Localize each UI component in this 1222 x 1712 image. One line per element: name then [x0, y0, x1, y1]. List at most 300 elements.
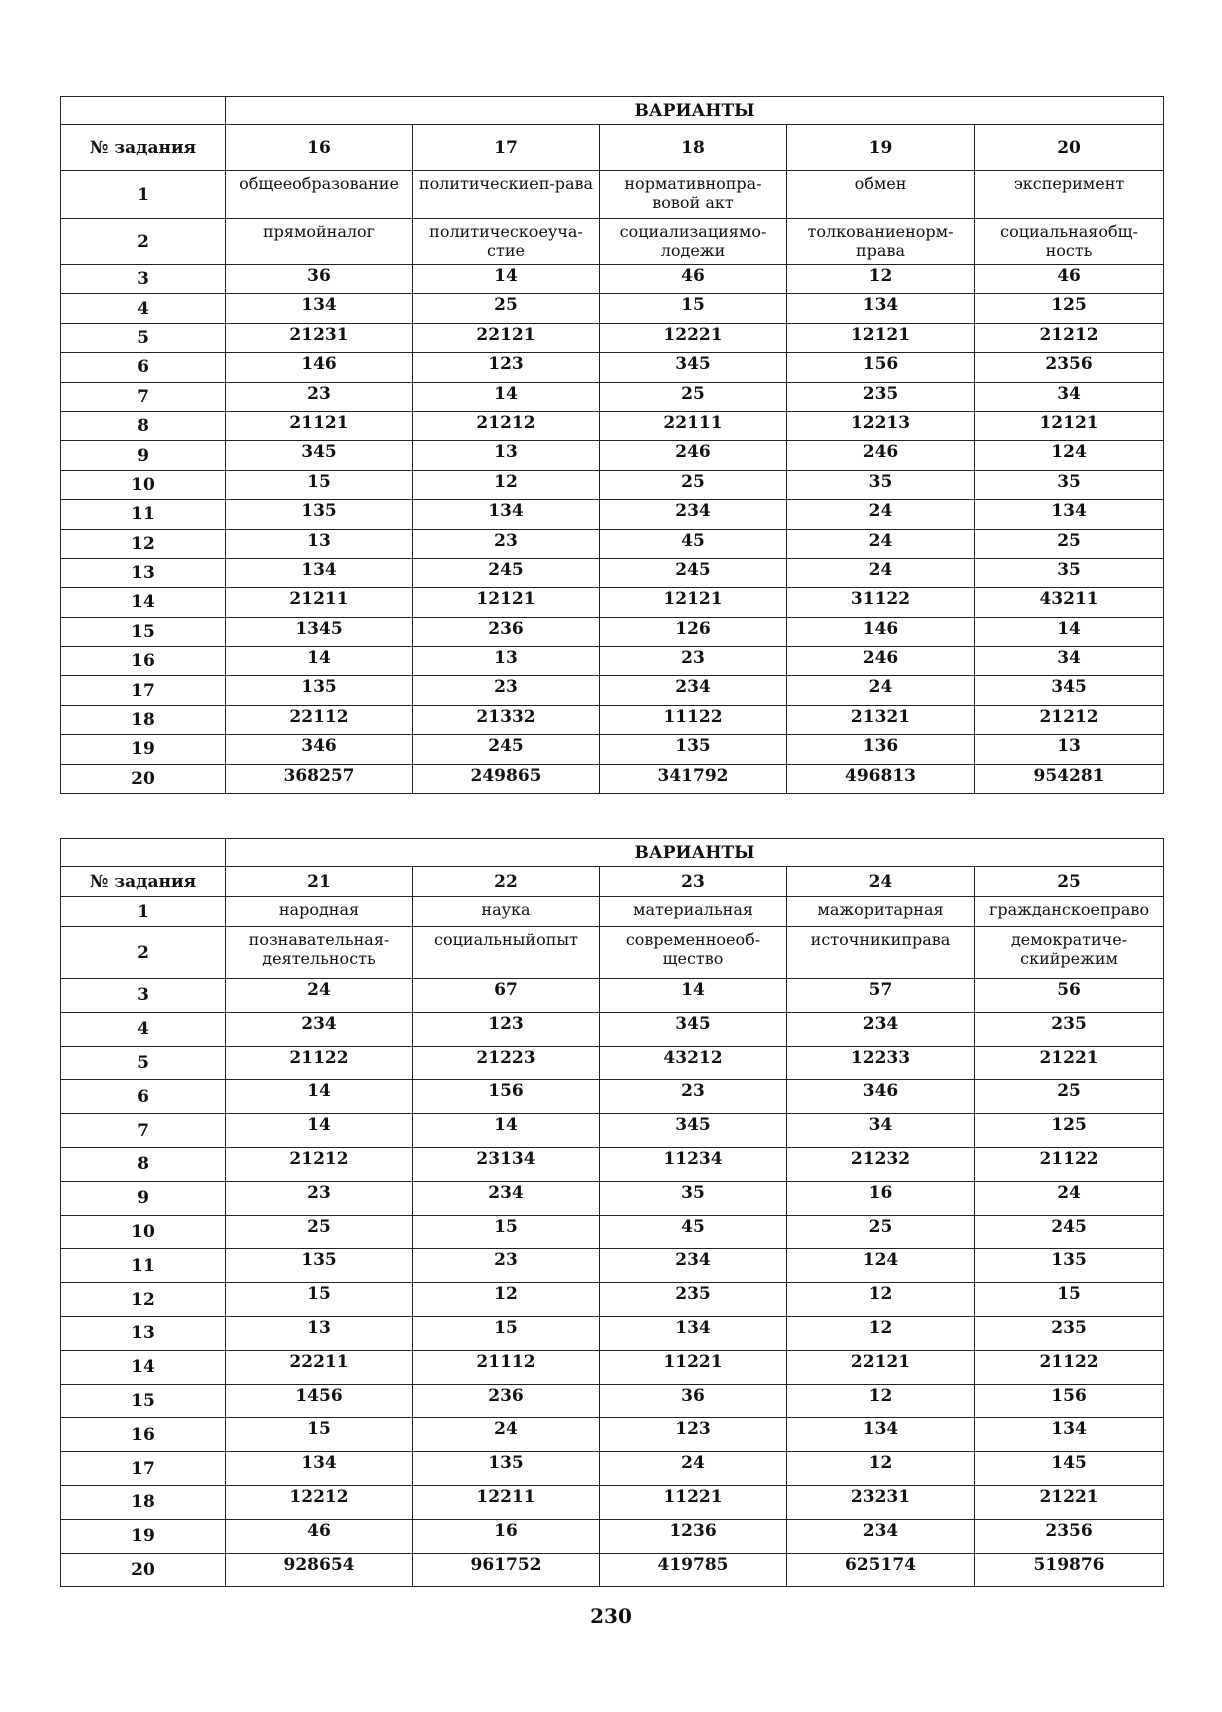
answer-cell: гражданскоеправо	[975, 897, 1164, 927]
header-row	[61, 97, 1164, 125]
answer-cell: 134	[600, 1316, 787, 1350]
answer-cell: 146	[226, 353, 413, 382]
answer-cell: 21223	[413, 1046, 600, 1080]
task-number: 12	[61, 529, 226, 558]
answer-cell: 36	[600, 1384, 787, 1418]
table-row	[61, 1046, 1164, 1080]
table-row	[61, 1249, 1164, 1283]
answer-cell: 57	[787, 979, 975, 1013]
answer-cell: прямойналог	[226, 219, 413, 265]
answer-cell: 14	[413, 1114, 600, 1148]
answer-cell: 12221	[600, 323, 787, 352]
variant-number: 21	[226, 867, 413, 897]
answer-cell: 14	[413, 265, 600, 294]
answer-cell: 346	[226, 735, 413, 764]
task-number: 16	[61, 647, 226, 676]
answer-cell: 25	[975, 1080, 1164, 1114]
answer-cell: 23	[413, 1249, 600, 1283]
answer-cell: 22211	[226, 1350, 413, 1384]
answer-cell: 21321	[787, 705, 975, 734]
answer-cell: 23	[226, 1181, 413, 1215]
answer-cell: 23	[413, 529, 600, 558]
answer-cell: 21221	[975, 1485, 1164, 1519]
table-row	[61, 735, 1164, 764]
answer-cell: 25	[975, 529, 1164, 558]
answer-cell: 2356	[975, 353, 1164, 382]
answer-cell: 24	[787, 529, 975, 558]
task-number: 14	[61, 1350, 226, 1384]
answer-cell: 496813	[787, 764, 975, 793]
answer-cell: 519876	[975, 1553, 1164, 1587]
table-row	[61, 647, 1164, 676]
answer-cell: 245	[975, 1215, 1164, 1249]
answer-cell: 22111	[600, 411, 787, 440]
answer-cell: 21212	[413, 411, 600, 440]
answer-cell: 21221	[975, 1046, 1164, 1080]
task-number: 18	[61, 705, 226, 734]
answer-cell: 134	[975, 500, 1164, 529]
task-number: 15	[61, 1384, 226, 1418]
task-number: 17	[61, 1452, 226, 1486]
answer-cell: 12	[413, 470, 600, 499]
task-number: 6	[61, 353, 226, 382]
answer-cell: нормативнопра-вовой акт	[600, 171, 787, 219]
answer-cell: 21332	[413, 705, 600, 734]
task-number: 16	[61, 1418, 226, 1452]
table-row	[61, 1384, 1164, 1418]
table-row	[61, 441, 1164, 470]
answer-cell: 12233	[787, 1046, 975, 1080]
answer-cell: 134	[226, 1452, 413, 1486]
answer-cell: 15	[226, 1418, 413, 1452]
answer-cell: 21212	[226, 1147, 413, 1181]
answer-cell: 345	[600, 353, 787, 382]
answer-cell: 11234	[600, 1147, 787, 1181]
answer-cell: 21231	[226, 323, 413, 352]
answer-cell: 46	[600, 265, 787, 294]
answer-cell: 14	[413, 382, 600, 411]
answer-cell: 12121	[975, 411, 1164, 440]
answer-cell: 234	[226, 1012, 413, 1046]
answer-cell: 21122	[226, 1046, 413, 1080]
answer-cell: 234	[600, 676, 787, 705]
table-row	[61, 1350, 1164, 1384]
answer-cell: 245	[413, 735, 600, 764]
answer-cell: 126	[600, 617, 787, 646]
answer-cell: 35	[975, 470, 1164, 499]
answer-cell: 345	[975, 676, 1164, 705]
table-row	[61, 500, 1164, 529]
answer-cell: 24	[787, 676, 975, 705]
task-number: 20	[61, 1553, 226, 1587]
answer-cell: 12	[787, 1283, 975, 1317]
answer-cell: 14	[975, 617, 1164, 646]
task-number: 1	[61, 897, 226, 927]
answer-cell: общееобразование	[226, 171, 413, 219]
answer-cell: современноеоб-щество	[600, 927, 787, 979]
answer-cell: 235	[600, 1283, 787, 1317]
answer-cell: 12	[787, 265, 975, 294]
answer-cell: толкованиенорм-права	[787, 219, 975, 265]
variant-number: 22	[413, 867, 600, 897]
answer-cell: 341792	[600, 764, 787, 793]
answer-cell: 22112	[226, 705, 413, 734]
answer-cell: 15	[413, 1316, 600, 1350]
answer-cell: 24	[600, 1452, 787, 1486]
answer-cell: 145	[975, 1452, 1164, 1486]
answer-cell: 12	[413, 1283, 600, 1317]
answer-cell: 345	[226, 441, 413, 470]
answer-cell: 13	[975, 735, 1164, 764]
table-row	[61, 1316, 1164, 1350]
variant-number: 24	[787, 867, 975, 897]
variant-numbers-row	[61, 867, 1164, 897]
table-row	[61, 294, 1164, 323]
table-row	[61, 1452, 1164, 1486]
answer-cell: 45	[600, 529, 787, 558]
answer-cell: 13	[226, 1316, 413, 1350]
answer-cell: 46	[975, 265, 1164, 294]
table-row	[61, 1283, 1164, 1317]
answer-cell: 1345	[226, 617, 413, 646]
task-number: 5	[61, 323, 226, 352]
answer-cell: 124	[975, 441, 1164, 470]
task-number: 11	[61, 1249, 226, 1283]
task-number: 10	[61, 1215, 226, 1249]
answer-cell: 35	[600, 1181, 787, 1215]
table-row	[61, 1215, 1164, 1249]
answer-cell: 12213	[787, 411, 975, 440]
answer-cell: 135	[975, 1249, 1164, 1283]
answer-cell: 235	[787, 382, 975, 411]
answer-cell: 34	[787, 1114, 975, 1148]
answer-cell: 123	[600, 1418, 787, 1452]
answer-cell: 25	[600, 382, 787, 411]
table-row	[61, 1012, 1164, 1046]
answer-cell: источникиправа	[787, 927, 975, 979]
answer-cell: 31122	[787, 588, 975, 617]
answer-cell: 14	[226, 1114, 413, 1148]
page-number: 230	[590, 1604, 632, 1628]
task-number: 9	[61, 1181, 226, 1215]
answer-cell: 25	[226, 1215, 413, 1249]
answer-cell: 23	[413, 676, 600, 705]
task-number: 3	[61, 979, 226, 1013]
answer-cell: 246	[787, 647, 975, 676]
answer-cell: 21212	[975, 323, 1164, 352]
answer-cell: 246	[600, 441, 787, 470]
answer-cell: 156	[787, 353, 975, 382]
task-number: 20	[61, 764, 226, 793]
answer-cell: 21211	[226, 588, 413, 617]
answer-cell: 24	[975, 1181, 1164, 1215]
answer-cell: 15	[975, 1283, 1164, 1317]
table-row	[61, 588, 1164, 617]
answer-cell: 23231	[787, 1485, 975, 1519]
table-row	[61, 529, 1164, 558]
variant-number: 19	[787, 125, 975, 171]
answer-cell: политическоеуча-стие	[413, 219, 600, 265]
answer-cell: 25	[787, 1215, 975, 1249]
table-row	[61, 617, 1164, 646]
answer-cell: эксперимент	[975, 171, 1164, 219]
answer-cell: социальныйопыт	[413, 927, 600, 979]
answer-cell: 345	[600, 1114, 787, 1148]
answer-cell: 14	[600, 979, 787, 1013]
answer-cell: 12121	[413, 588, 600, 617]
task-number: 4	[61, 294, 226, 323]
answer-cell: 21232	[787, 1147, 975, 1181]
task-number: 2	[61, 219, 226, 265]
answer-cell: 14	[226, 647, 413, 676]
answer-cell: 245	[413, 558, 600, 587]
answer-cell: 125	[975, 1114, 1164, 1148]
task-number: 5	[61, 1046, 226, 1080]
answer-cell: 14	[226, 1080, 413, 1114]
task-number: 6	[61, 1080, 226, 1114]
answer-cell: обмен	[787, 171, 975, 219]
table-row	[61, 1519, 1164, 1553]
answer-cell: познавательная-деятельность	[226, 927, 413, 979]
answer-cell: 134	[975, 1418, 1164, 1452]
answer-cell: 21122	[975, 1350, 1164, 1384]
table-row	[61, 979, 1164, 1013]
answer-cell: 46	[226, 1519, 413, 1553]
answer-cell: 156	[413, 1080, 600, 1114]
answer-cell: 246	[787, 441, 975, 470]
answer-cell: 156	[975, 1384, 1164, 1418]
answer-cell: наука	[413, 897, 600, 927]
answer-cell: 21121	[226, 411, 413, 440]
table-row	[61, 558, 1164, 587]
table-row	[61, 927, 1164, 979]
task-number: 4	[61, 1012, 226, 1046]
answer-cell: 249865	[413, 764, 600, 793]
answer-cell: 234	[600, 500, 787, 529]
answer-cell: 23	[226, 382, 413, 411]
table-row	[61, 171, 1164, 219]
table-row	[61, 411, 1164, 440]
answer-cell: 22121	[413, 323, 600, 352]
answer-cell: 24	[787, 558, 975, 587]
answer-cell: материальная	[600, 897, 787, 927]
table-row	[61, 353, 1164, 382]
answer-cell: политическиеп-рава	[413, 171, 600, 219]
task-number: 7	[61, 1114, 226, 1148]
answer-cell: 234	[787, 1012, 975, 1046]
table-row	[61, 470, 1164, 499]
answer-cell: 124	[787, 1249, 975, 1283]
variant-number: 16	[226, 125, 413, 171]
answer-cell: 24	[787, 500, 975, 529]
answer-cell: 11122	[600, 705, 787, 734]
answer-cell: 56	[975, 979, 1164, 1013]
answer-cell: 24	[226, 979, 413, 1013]
answer-cell: 236	[413, 1384, 600, 1418]
answer-cell: мажоритарная	[787, 897, 975, 927]
answer-cell: 13	[413, 647, 600, 676]
answer-cell: 135	[226, 500, 413, 529]
answer-cell: социализациямо-лодежи	[600, 219, 787, 265]
table-row	[61, 676, 1164, 705]
answer-cell: 12	[787, 1316, 975, 1350]
task-number: 19	[61, 735, 226, 764]
answer-cell: 15	[226, 470, 413, 499]
answer-cell: 12121	[787, 323, 975, 352]
answer-cell: 12	[787, 1452, 975, 1486]
answer-cell: 235	[975, 1316, 1164, 1350]
answer-cell: 15	[600, 294, 787, 323]
table-row	[61, 323, 1164, 352]
task-number: 14	[61, 588, 226, 617]
answer-cell: 16	[787, 1181, 975, 1215]
task-number: 13	[61, 1316, 226, 1350]
task-number: 15	[61, 617, 226, 646]
answer-cell: 954281	[975, 764, 1164, 793]
answer-cell: 1456	[226, 1384, 413, 1418]
answer-cell: 43212	[600, 1046, 787, 1080]
answer-cell: 123	[413, 353, 600, 382]
answer-cell: 34	[975, 647, 1164, 676]
variant-number: 25	[975, 867, 1164, 897]
answer-cell: 123	[413, 1012, 600, 1046]
answer-cell: 12212	[226, 1485, 413, 1519]
table-row	[61, 1485, 1164, 1519]
answer-cell: 13	[226, 529, 413, 558]
answer-cell: 135	[413, 1452, 600, 1486]
task-number: 17	[61, 676, 226, 705]
answer-cell: 13	[413, 441, 600, 470]
task-column-label: № задания	[61, 867, 226, 897]
answer-cell: 346	[787, 1080, 975, 1114]
table-row	[61, 1418, 1164, 1452]
variant-number: 17	[413, 125, 600, 171]
answer-cell: 12211	[413, 1485, 600, 1519]
table-row	[61, 764, 1164, 793]
answer-cell: 134	[413, 500, 600, 529]
task-number: 19	[61, 1519, 226, 1553]
answer-cell: 23134	[413, 1147, 600, 1181]
variants-header: ВАРИАНТЫ	[226, 839, 1164, 867]
answer-cell: 11221	[600, 1485, 787, 1519]
task-number: 2	[61, 927, 226, 979]
task-number: 7	[61, 382, 226, 411]
answer-cell: 11221	[600, 1350, 787, 1384]
answer-cell: демократиче-скийрежим	[975, 927, 1164, 979]
answer-cell: народная	[226, 897, 413, 927]
answer-cell: 35	[787, 470, 975, 499]
answer-cell: 22121	[787, 1350, 975, 1384]
answer-cell: 235	[975, 1012, 1164, 1046]
task-number: 1	[61, 171, 226, 219]
answer-cell: 134	[226, 558, 413, 587]
table-row	[61, 219, 1164, 265]
answer-cell: 234	[600, 1249, 787, 1283]
task-number: 11	[61, 500, 226, 529]
task-number: 3	[61, 265, 226, 294]
task-number: 18	[61, 1485, 226, 1519]
answer-cell: 625174	[787, 1553, 975, 1587]
table-row	[61, 1080, 1164, 1114]
variant-number: 23	[600, 867, 787, 897]
variant-number: 20	[975, 125, 1164, 171]
variant-number: 18	[600, 125, 787, 171]
answer-cell: социальнаяобщ-ность	[975, 219, 1164, 265]
task-number: 8	[61, 1147, 226, 1181]
table-row	[61, 1181, 1164, 1215]
answer-cell: 234	[413, 1181, 600, 1215]
answer-cell: 146	[787, 617, 975, 646]
answer-cell: 236	[413, 617, 600, 646]
variants-header: ВАРИАНТЫ	[226, 97, 1164, 125]
answer-cell: 21212	[975, 705, 1164, 734]
corner-cell	[61, 839, 226, 867]
answer-cell: 245	[600, 558, 787, 587]
answer-cell: 125	[975, 294, 1164, 323]
answer-cell: 23	[600, 647, 787, 676]
answer-cell: 135	[226, 1249, 413, 1283]
answer-cell: 15	[226, 1283, 413, 1317]
answer-cell: 1236	[600, 1519, 787, 1553]
answer-cell: 21122	[975, 1147, 1164, 1181]
answer-cell: 45	[600, 1215, 787, 1249]
answer-cell: 234	[787, 1519, 975, 1553]
answer-cell: 23	[600, 1080, 787, 1114]
answer-cell: 67	[413, 979, 600, 1013]
answer-cell: 16	[413, 1519, 600, 1553]
task-number: 13	[61, 558, 226, 587]
answer-cell: 12121	[600, 588, 787, 617]
answer-cell: 43211	[975, 588, 1164, 617]
answer-cell: 25	[600, 470, 787, 499]
answer-cell: 24	[413, 1418, 600, 1452]
table-row	[61, 1114, 1164, 1148]
answer-cell: 135	[226, 676, 413, 705]
task-number: 12	[61, 1283, 226, 1317]
answer-cell: 15	[413, 1215, 600, 1249]
task-number: 10	[61, 470, 226, 499]
task-number: 9	[61, 441, 226, 470]
corner-cell	[61, 97, 226, 125]
answers-table-variants-16-20	[60, 96, 1164, 794]
answer-cell: 135	[600, 735, 787, 764]
task-number: 8	[61, 411, 226, 440]
variant-numbers-row	[61, 125, 1164, 171]
answer-cell: 368257	[226, 764, 413, 793]
answer-cell: 34	[975, 382, 1164, 411]
answer-cell: 134	[787, 294, 975, 323]
answers-table-variants-21-25	[60, 838, 1164, 1587]
task-column-label: № задания	[61, 125, 226, 171]
answer-cell: 21112	[413, 1350, 600, 1384]
answer-cell: 134	[226, 294, 413, 323]
answer-cell: 419785	[600, 1553, 787, 1587]
answer-cell: 345	[600, 1012, 787, 1046]
answer-cell: 25	[413, 294, 600, 323]
table-row	[61, 1147, 1164, 1181]
header-row	[61, 839, 1164, 867]
answer-cell: 12	[787, 1384, 975, 1418]
answer-cell: 2356	[975, 1519, 1164, 1553]
answer-cell: 928654	[226, 1553, 413, 1587]
answer-cell: 134	[787, 1418, 975, 1452]
table-row	[61, 382, 1164, 411]
table-row	[61, 897, 1164, 927]
table-row	[61, 265, 1164, 294]
answer-cell: 961752	[413, 1553, 600, 1587]
answer-cell: 136	[787, 735, 975, 764]
table-row	[61, 1553, 1164, 1587]
